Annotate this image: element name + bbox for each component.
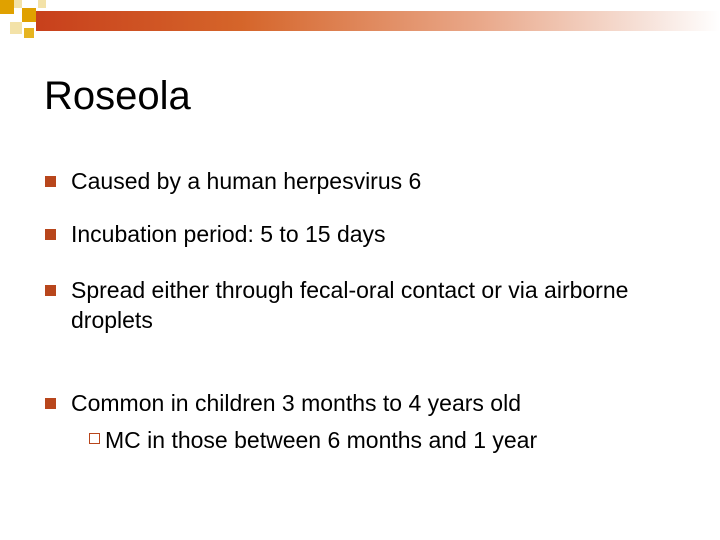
slide-title: Roseola bbox=[44, 74, 191, 118]
bullet-item: Spread either through fecal-oral contact or via airborne droplets bbox=[71, 277, 629, 333]
sub-bullet-square-outline-icon bbox=[89, 433, 100, 444]
bullet-square-icon bbox=[45, 285, 56, 296]
bullet-square-icon bbox=[45, 229, 56, 240]
bullet-square-icon bbox=[45, 176, 56, 187]
bullet-item: Incubation period: 5 to 15 days bbox=[71, 221, 386, 247]
bullet-item: Caused by a human herpesvirus 6 bbox=[71, 168, 422, 194]
bullet-square-icon bbox=[45, 398, 56, 409]
sub-bullet-item: MC in those between 6 months and 1 year bbox=[105, 427, 538, 453]
bullet-item: Common in children 3 months to 4 years old bbox=[71, 390, 521, 416]
